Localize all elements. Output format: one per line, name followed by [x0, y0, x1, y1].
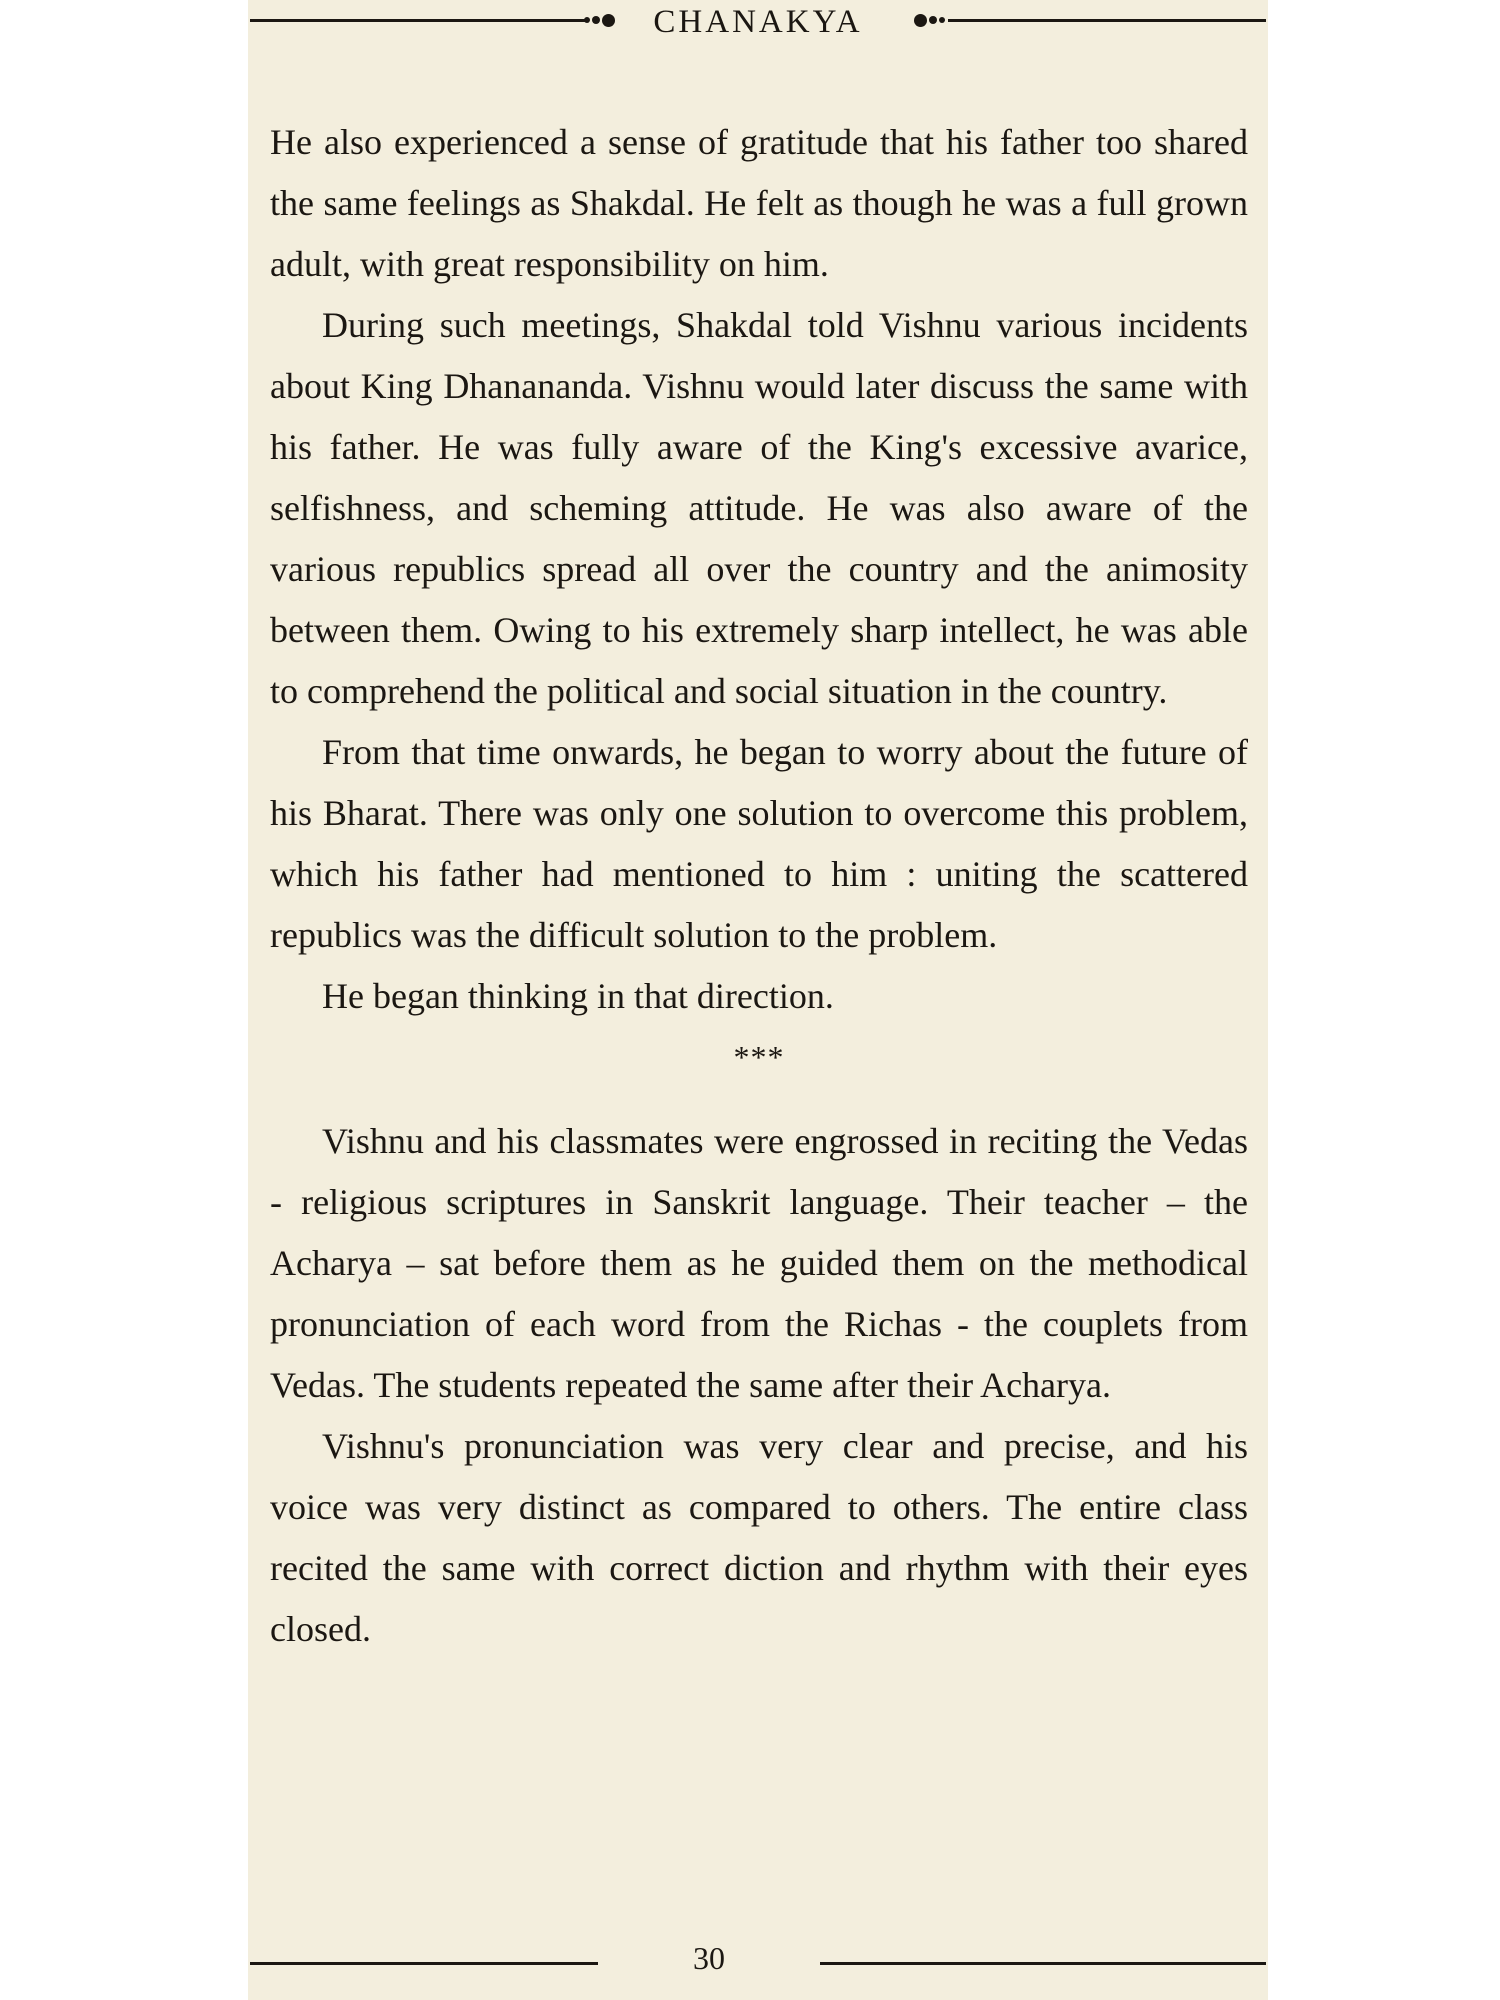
paragraph-4: He began thinking in that direction. [322, 976, 834, 1016]
paragraph-6: Vishnu's pronunciation was very clear and precise, and his voice was very distinct as compared to others. The entire class recited the same with correct diction and rhythm with their eyes closed. [270, 1426, 1248, 1649]
page-number: 30 [693, 1940, 725, 1976]
paragraph-1: He also experienced a sense of gratitude that his father too shared the same feelings as Shakdal. He felt as though he was a full grown adult, with great responsibility on him. [270, 122, 1248, 284]
paragraph-5: Vishnu and his classmates were engrossed in reciting the Vedas - religious scriptures in Sanskrit language. Their teacher – the Acharya – sat before them as he guided them on the methodical pronunciation of each word from the Richas - the couplets from Vedas. The students repeated the same after their Acharya. [270, 1121, 1248, 1405]
book-page [248, 0, 1268, 2000]
page-body [270, 112, 1248, 1660]
header-ornament-right [914, 13, 945, 27]
footer-rule-left [250, 1962, 598, 1965]
running-header [248, 0, 1268, 44]
section-separator: *** [733, 1039, 785, 1075]
paragraph-3: From that time onwards, he began to worry about the future of his Bharat. There was only one solution to overcome this problem, which his father had mentioned to him : uniting the scattered republics was the difficult solution to the problem. [270, 732, 1248, 955]
running-title: CHANAKYA [653, 4, 863, 40]
footer-rule-right [820, 1962, 1266, 1965]
paragraph-2: During such meetings, Shakdal told Vishnu various incidents about King Dhanananda. Vishnu would later discuss the same with his father. He was fully aware of the King's excessive avarice, selfishness, and scheming attitude. He was also aware of the various republics spread all over the country and the animosity between them. Owing to his extremely sharp intellect, he was able to comprehend the political and social situation in the country. [270, 305, 1248, 711]
header-rule-right [948, 19, 1266, 22]
